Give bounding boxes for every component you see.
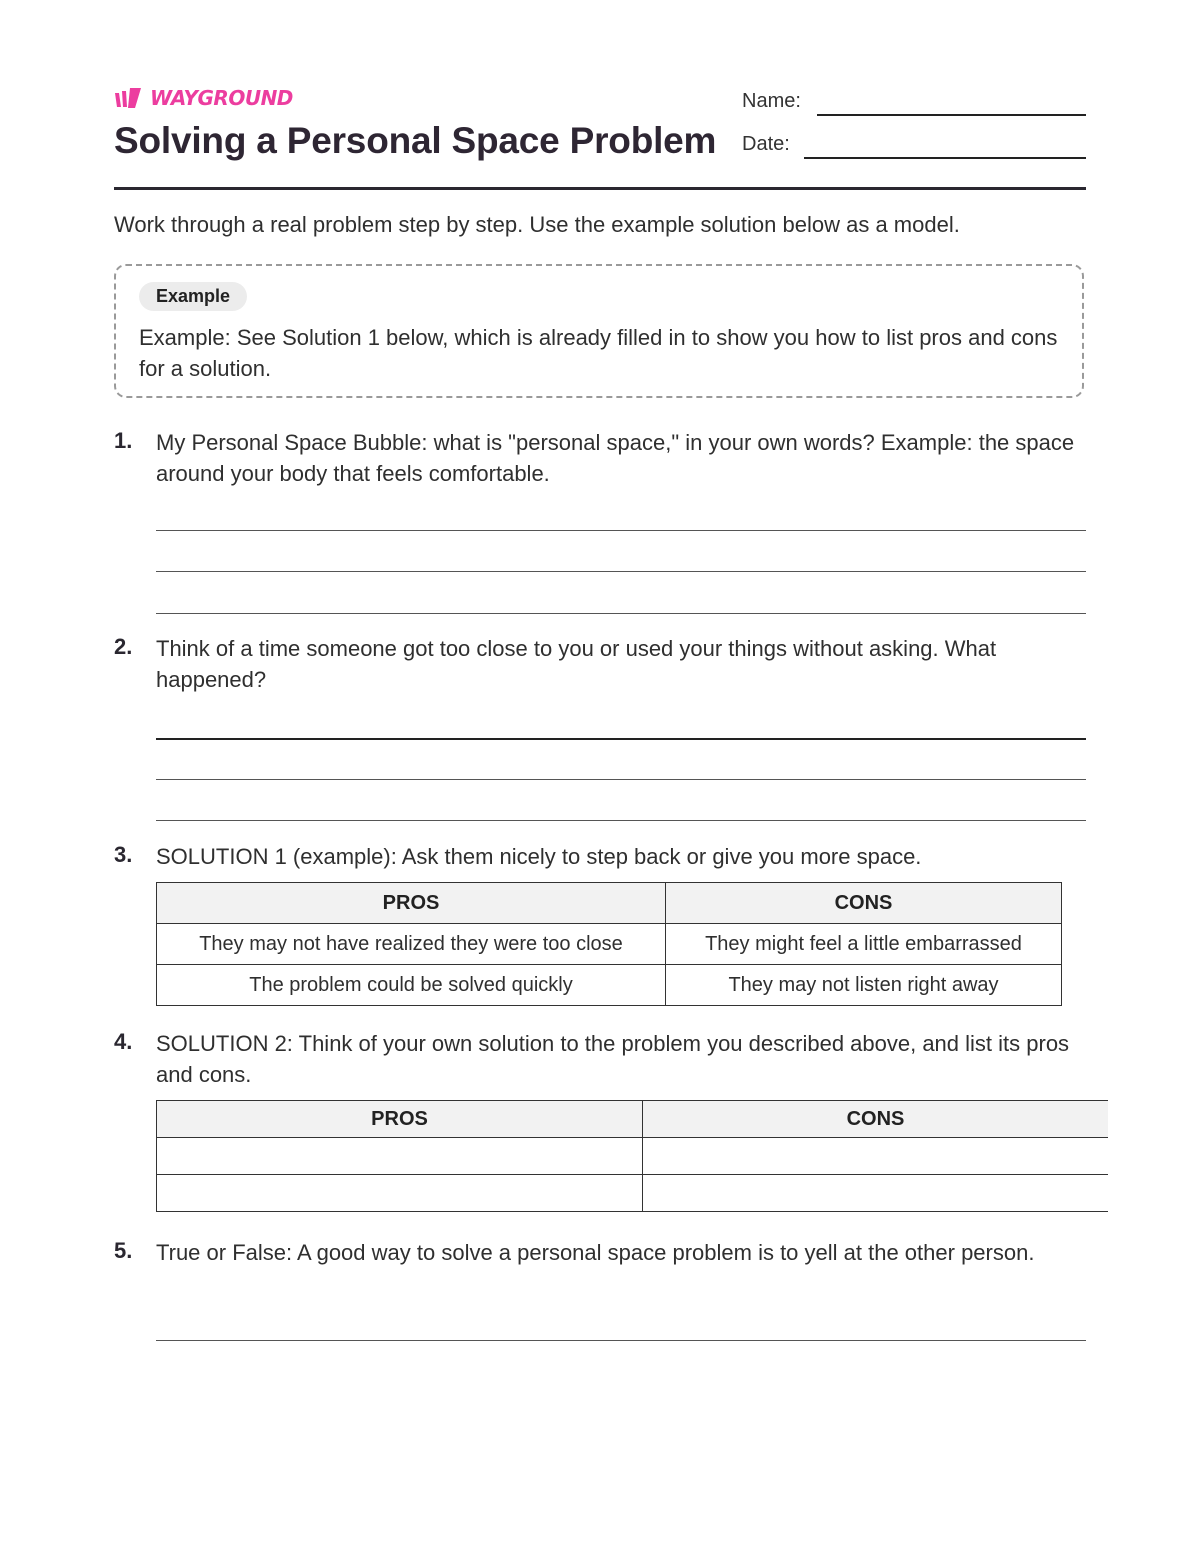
table-row: [157, 1175, 1109, 1212]
question-2-number: 2.: [114, 634, 133, 659]
table-header-cons: CONS: [643, 1101, 1109, 1138]
question-1-text: My Personal Space Bubble: what is "personal space," in your own words? Example: the space around your body that feels comfortable.: [156, 430, 1075, 486]
table-row: [157, 924, 1062, 965]
table-cell: They may not listen right away: [666, 965, 1062, 1006]
example-text: Example: See Solution 1 below, which is already filled in to show you how to list pros and cons for a solution.: [139, 325, 1058, 381]
date-label: Date:: [742, 133, 790, 155]
answer-line-2b[interactable]: [156, 779, 1086, 780]
table-cell: They might feel a little embarrassed: [666, 924, 1062, 965]
example-badge: Example: [139, 282, 247, 311]
answer-line-1b[interactable]: [156, 571, 1086, 572]
table-header-pros: PROS: [157, 1101, 643, 1138]
date-field[interactable]: [804, 157, 1086, 159]
solution-1-table: [156, 882, 1062, 1006]
table-header-pros: PROS: [157, 883, 666, 924]
cons-input-cell[interactable]: [643, 1175, 1109, 1212]
question-1-number: 1.: [114, 428, 133, 453]
brand-name: WAYGROUND: [150, 86, 293, 110]
answer-line-1c[interactable]: [156, 613, 1086, 614]
table-row: [157, 1138, 1109, 1175]
table-row: [157, 965, 1062, 1006]
question-3-number: 3.: [114, 842, 133, 867]
table-cell: They may not have realized they were too close: [157, 924, 666, 965]
name-label: Name:: [742, 90, 801, 112]
answer-line-2a[interactable]: [156, 738, 1086, 740]
table-cell: The problem could be solved quickly: [157, 965, 666, 1006]
pros-input-cell[interactable]: [157, 1138, 643, 1175]
name-field[interactable]: [817, 114, 1086, 116]
question-4-text: SOLUTION 2: Think of your own solution to the problem you described above, and list its pros and cons.: [156, 1031, 1070, 1087]
cons-input-cell[interactable]: [643, 1138, 1109, 1175]
question-2-text: Think of a time someone got too close to you or used your things without asking. What happened?: [156, 636, 997, 692]
wayground-logo-icon: [114, 87, 144, 109]
question-3-text: SOLUTION 1 (example): Ask them nicely to step back or give you more space.: [156, 844, 922, 869]
intro-text: Work through a real problem step by step. Use the example solution below as a model.: [114, 212, 960, 237]
answer-line-5[interactable]: [156, 1340, 1086, 1341]
table-header-cons: CONS: [666, 883, 1062, 924]
brand-logo: [114, 86, 293, 110]
header-divider: [114, 187, 1086, 190]
solution-2-table: [156, 1100, 1108, 1212]
question-5-number: 5.: [114, 1238, 133, 1263]
answer-line-1a[interactable]: [156, 530, 1086, 531]
question-4-number: 4.: [114, 1029, 133, 1054]
example-box: [114, 264, 1084, 398]
pros-input-cell[interactable]: [157, 1175, 643, 1212]
page-title: Solving a Personal Space Problem: [114, 120, 717, 161]
answer-line-2c[interactable]: [156, 820, 1086, 821]
question-5-text: True or False: A good way to solve a personal space problem is to yell at the other person.: [156, 1240, 1035, 1265]
